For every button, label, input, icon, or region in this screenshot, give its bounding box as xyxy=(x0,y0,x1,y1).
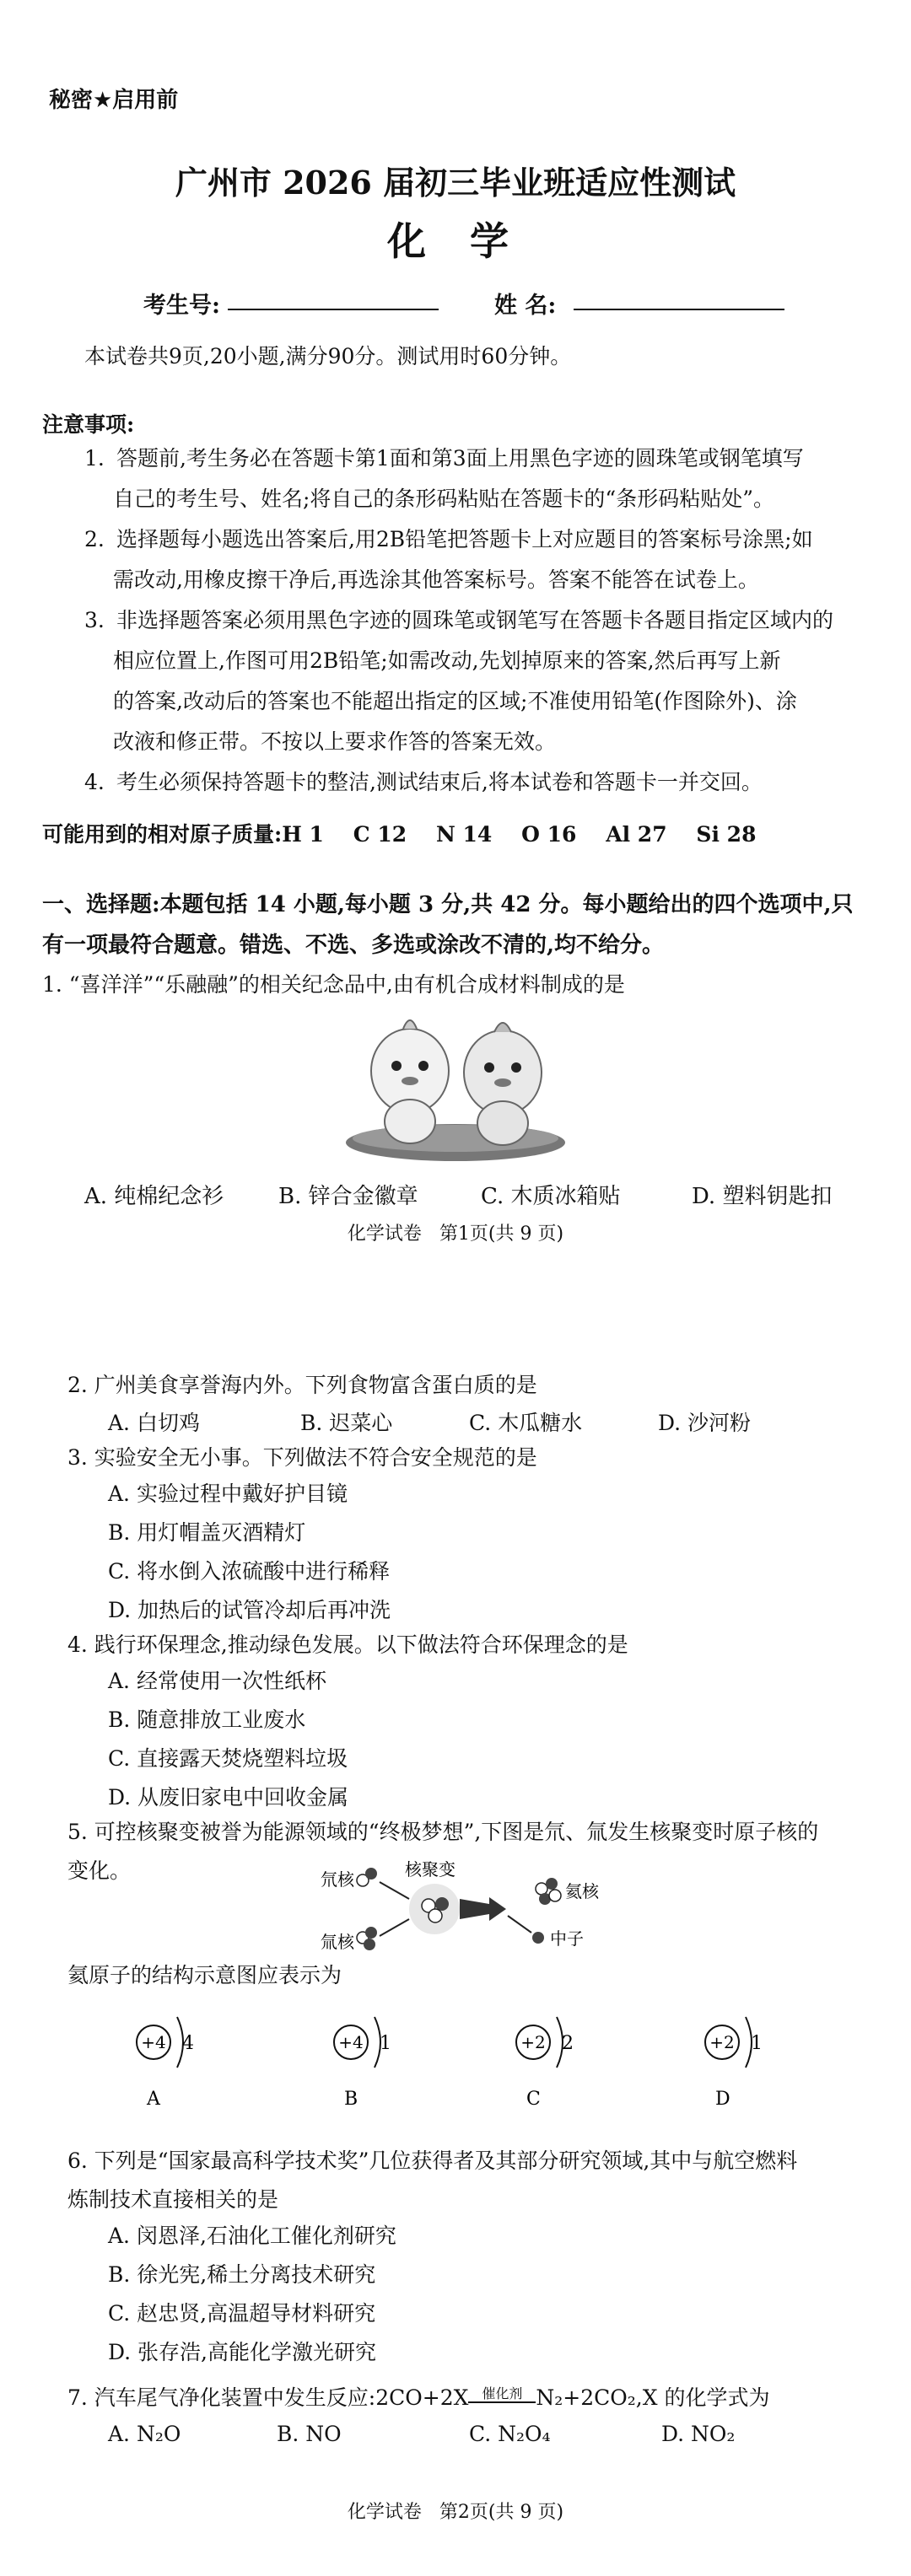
notice-text: 选择题每小题选出答案后,用2B铅笔把答题卡上对应题目的答案标号涂黑;如 xyxy=(116,527,813,551)
electron-count: 1 xyxy=(751,2033,763,2054)
notice-text: 答题前,考生务必在答题卡第1面和第3面上用黑色字迹的圆珠笔或钢笔填写 xyxy=(116,446,804,471)
notice-text: 相应位置上,作图可用2B铅笔;如需改动,先划掉原来的答案,然后再写上新 xyxy=(113,648,781,673)
question-5-continued: 变化。 xyxy=(67,1858,132,1883)
reaction-arrow xyxy=(380,1919,409,1936)
q7-option-a: A. N₂O xyxy=(108,2422,181,2446)
deuterium-label: 氘核 xyxy=(321,1869,354,1890)
section-one-heading-line1: 一、选择题:本题包括 14 小题,每小题 3 分,共 42 分。每小题给出的四个选项中,只 xyxy=(42,892,854,917)
neutron-particle xyxy=(364,1939,375,1950)
notice-item-3 xyxy=(84,600,877,762)
q6-option-d: D. 张存浩,高能化学激光研究 xyxy=(108,2340,376,2364)
q4-option-a: A. 经常使用一次性纸杯 xyxy=(108,1669,326,1693)
nuclear-fusion-diagram xyxy=(321,1855,641,1965)
electron-count: 1 xyxy=(380,2033,391,2054)
q6-option-b: B. 徐光宪,稀土分离技术研究 xyxy=(108,2262,376,2287)
q2-option-b: B. 迟菜心 xyxy=(300,1411,393,1435)
q3-option-d: D. 加热后的试管冷却后再冲洗 xyxy=(108,1598,391,1622)
fusion-output-arrow xyxy=(460,1897,506,1921)
neutron-particle xyxy=(365,1927,377,1939)
notice-text: 考生必须保持答题卡的整洁,测试结束后,将本试卷和答题卡一并交回。 xyxy=(116,770,763,794)
nucleus-charge: +4 xyxy=(338,2032,364,2052)
exam-intro: 本试卷共9页,20小题,满分90分。测试用时60分钟。 xyxy=(84,344,572,368)
atom-option-b xyxy=(334,2017,391,2110)
notice-text: 改液和修正带。不按以上要求作答的答案无效。 xyxy=(113,729,557,754)
name-label: 姓 名: xyxy=(494,293,557,319)
notice-text: 的答案,改动后的答案也不能超出指定的区域;不准使用铅笔(作图除外)、涂 xyxy=(113,689,797,713)
catalyst-arrow xyxy=(468,2386,536,2412)
subject-title: 化 学 xyxy=(386,218,524,264)
q3-option-c: C. 将水倒入浓硫酸中进行稀释 xyxy=(108,1559,391,1584)
q4-option-d: D. 从废旧家电中回收金属 xyxy=(108,1785,349,1810)
question-1: 1. “喜洋洋”“乐融融”的相关纪念品中,由有机合成材料制成的是 xyxy=(42,972,625,997)
proton-particle xyxy=(429,1909,442,1923)
confidential-mark: 秘密★启用前 xyxy=(49,88,179,113)
q3-option-b: B. 用灯帽盖灭酒精灯 xyxy=(108,1520,306,1545)
reaction-arrow xyxy=(380,1882,409,1899)
q2-option-c: C. 木瓜糖水 xyxy=(469,1411,583,1435)
question-3: 3. 实验安全无小事。下列做法不符合安全规范的是 xyxy=(67,1445,537,1470)
notice-number: 3. xyxy=(84,608,105,632)
atom-option-c xyxy=(516,2017,574,2110)
page2-footer: 化学试卷 第2页(共 9 页) xyxy=(347,2502,564,2523)
electron-count: 4 xyxy=(182,2033,194,2054)
q2-option-d: D. 沙河粉 xyxy=(658,1411,752,1435)
nucleus-charge: +2 xyxy=(709,2032,735,2052)
notice-title: 注意事项: xyxy=(42,412,135,437)
q7-option-c: C. N₂O₄ xyxy=(469,2422,551,2446)
q2-option-a: A. 白切鸡 xyxy=(108,1411,200,1435)
neutron-particle xyxy=(365,1868,377,1880)
helium-label: 氦核 xyxy=(565,1881,599,1901)
notice-item-2 xyxy=(84,519,877,600)
reaction-arrow xyxy=(508,1916,531,1933)
option-letter: B xyxy=(344,2089,358,2110)
q3-option-a: A. 实验过程中戴好护目镜 xyxy=(108,1482,348,1506)
question-6-continued: 炼制技术直接相关的是 xyxy=(67,2187,279,2212)
notice-number: 2. xyxy=(84,527,105,551)
catalyst-label: 催化剂 xyxy=(482,2385,523,2401)
q1-option-b: B. 锌合金徽章 xyxy=(278,1184,418,1209)
section-one-heading-line2: 有一项最符合题意。错选、不选、多选或涂改不清的,均不给分。 xyxy=(42,933,665,958)
atom-option-d xyxy=(705,2017,763,2110)
question-7-suffix: N₂+2CO₂,X 的化学式为 xyxy=(536,2385,770,2410)
page1-footer: 化学试卷 第1页(共 9 页) xyxy=(347,1223,564,1245)
examinee-number-label: 考生号: xyxy=(143,293,220,319)
nucleus-charge: +2 xyxy=(520,2032,546,2052)
neutron-particle xyxy=(546,1878,558,1890)
electron-count: 2 xyxy=(562,2033,574,2054)
name-blank xyxy=(574,287,784,310)
option-letter: C xyxy=(526,2089,541,2110)
question-2: 2. 广州美食享誉海内外。下列食物富含蛋白质的是 xyxy=(67,1373,537,1397)
question-7 xyxy=(67,2381,770,2412)
notice-text: 非选择题答案必须用黑色字迹的圆珠笔或钢笔写在答题卡各题目指定区域内的 xyxy=(116,608,833,632)
q1-option-d: D. 塑料钥匙扣 xyxy=(692,1184,833,1209)
q6-option-c: C. 赵忠贤,高温超导材料研究 xyxy=(108,2301,376,2326)
question-5-prompt: 氦原子的结构示意图应表示为 xyxy=(67,1963,342,1987)
neutron-particle xyxy=(532,1932,544,1944)
mascot-souvenir-illustration xyxy=(337,1003,574,1172)
equals-line xyxy=(468,2401,536,2403)
examinee-number-blank xyxy=(228,287,439,310)
question-7-prefix: 7. 汽车尾气净化装置中发生反应:2CO+2X xyxy=(67,2385,469,2410)
nucleus-charge: +4 xyxy=(141,2032,166,2052)
notice-number: 4. xyxy=(84,770,105,794)
fusion-process-label: 核聚变 xyxy=(405,1859,456,1880)
tritium-label: 氚核 xyxy=(321,1932,354,1952)
option-letter: A xyxy=(147,2089,160,2110)
q4-option-c: C. 直接露天焚烧塑料垃圾 xyxy=(108,1746,348,1771)
notice-item-1 xyxy=(84,438,877,519)
option-letter: D xyxy=(715,2089,730,2110)
q4-option-b: B. 随意排放工业废水 xyxy=(108,1707,306,1732)
neutron-label: 中子 xyxy=(550,1928,584,1949)
q7-option-d: D. NO₂ xyxy=(661,2422,736,2446)
atom-option-a xyxy=(137,2017,194,2110)
notice-text: 需改动,用橡皮擦干净后,再选涂其他答案标号。答案不能答在试卷上。 xyxy=(113,567,759,592)
exam-title: 广州市 2026 届初三毕业班适应性测试 xyxy=(175,164,736,202)
notice-item-4 xyxy=(84,762,877,803)
q1-option-a: A. 纯棉纪念衫 xyxy=(84,1184,224,1209)
q6-option-a: A. 闵恩泽,石油化工催化剂研究 xyxy=(108,2224,396,2248)
atomic-mass-line: 可能用到的相对原子质量:H 1 C 12 N 14 O 16 Al 27 Si 28 xyxy=(42,822,757,847)
atom-structure-options xyxy=(84,2009,827,2118)
question-6: 6. 下列是“国家最高科学技术奖”几位获得者及其部分研究领域,其中与航空燃料 xyxy=(67,2148,798,2173)
proton-particle xyxy=(536,1883,547,1895)
question-4: 4. 践行环保理念,推动绿色发展。以下做法符合环保理念的是 xyxy=(67,1632,628,1657)
q1-option-c: C. 木质冰箱贴 xyxy=(481,1184,621,1209)
notice-number: 1. xyxy=(84,446,105,471)
q7-option-b: B. NO xyxy=(277,2422,342,2446)
question-5: 5. 可控核聚变被誉为能源领域的“终极梦想”,下图是氘、氚发生核聚变时原子核的 xyxy=(67,1820,819,1844)
proton-particle xyxy=(549,1890,561,1901)
notice-text: 自己的考生号、姓名;将自己的条形码粘贴在答题卡的“条形码粘贴处”。 xyxy=(113,487,774,511)
